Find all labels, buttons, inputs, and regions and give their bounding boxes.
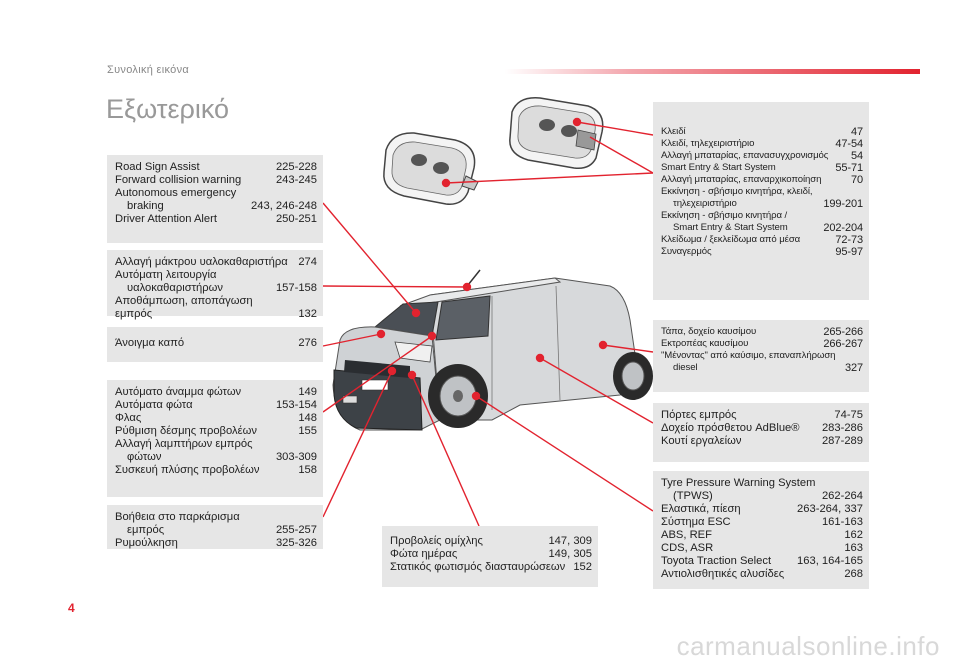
topic-label [661, 126, 845, 138]
reference-row [390, 548, 592, 561]
box-driving-assist [107, 155, 323, 243]
page-reference[interactable]: 263-264, 337 [797, 503, 863, 515]
topic-continuation: εμπρός [127, 524, 165, 536]
page-reference[interactable]: 155 [298, 425, 317, 437]
reference-row [661, 516, 863, 529]
page-reference[interactable]: 149, 305 [548, 548, 592, 560]
page-reference[interactable]: 47-54 [835, 138, 863, 150]
reference-row [661, 162, 863, 174]
reference-row [115, 386, 317, 399]
topic-text: Βοήθεια στο παρκάρισμα [115, 511, 240, 523]
box-parking-towing [107, 505, 323, 549]
page-reference[interactable]: 287-289 [821, 435, 863, 447]
reference-row [115, 295, 317, 321]
page-reference[interactable]: 262-264 [821, 490, 863, 502]
topic-label [661, 529, 838, 542]
page-reference[interactable]: 225-228 [275, 161, 317, 173]
watermark: carmanualsonline.info [676, 631, 940, 661]
topic-label [115, 256, 292, 269]
reference-row [115, 425, 317, 438]
topic-continuation: braking [127, 200, 164, 212]
topic-continuation: φώτων [127, 451, 162, 463]
topic-text: "Μένοντας" από καύσιμο, επαναπλήρωση [661, 350, 836, 361]
topic-label [661, 435, 816, 448]
page-reference[interactable]: 153-154 [275, 399, 317, 411]
topic-label [661, 210, 817, 234]
page-reference[interactable]: 161-163 [821, 516, 863, 528]
page-reference[interactable]: 74-75 [834, 409, 863, 421]
reference-row [661, 477, 863, 503]
reference-row [661, 150, 863, 162]
topic-text: Κλειδί, τηλεχειριστήριο [661, 138, 755, 149]
topic-label [661, 174, 845, 186]
box-key [653, 102, 869, 300]
page-reference[interactable]: 268 [844, 568, 863, 580]
topic-label [115, 269, 270, 295]
topic-label [661, 422, 816, 435]
topic-label [661, 150, 845, 162]
page-title: Εξωτερικό [106, 94, 230, 124]
page-reference[interactable]: 250-251 [275, 213, 317, 225]
section-label: Συνολική εικόνα [107, 64, 190, 76]
topic-label [661, 503, 791, 516]
topic-continuation: diesel [673, 362, 698, 373]
reference-row [661, 174, 863, 186]
topic-text: Ρύθμιση δέσμης προβολέων [115, 425, 257, 437]
reference-row [115, 464, 317, 477]
topic-label [390, 535, 542, 548]
page-reference[interactable]: 243, 246-248 [251, 200, 317, 212]
topic-label [115, 399, 270, 412]
page-reference[interactable]: 325-326 [275, 537, 317, 549]
reference-row [115, 399, 317, 412]
page-reference[interactable]: 327 [844, 362, 863, 374]
topic-label [115, 412, 292, 425]
topic-text: Φώτα ημέρας [390, 548, 458, 560]
topic-text: Αλλαγή μπαταρίας, επανασυγχρονισμός [661, 150, 829, 161]
page-reference[interactable]: 202-204 [823, 222, 863, 234]
smart-key-icon [510, 98, 603, 169]
topic-label [115, 511, 270, 537]
reference-row [661, 126, 863, 138]
topic-label [661, 246, 829, 258]
reference-row [115, 337, 317, 350]
topic-text: Αυτόματη λειτουργία [115, 269, 217, 281]
reference-row [115, 213, 317, 226]
reference-row [115, 511, 317, 537]
topic-text: Ρυμούλκηση [115, 537, 178, 549]
topic-text: Αλλαγή μάκτρου υαλοκαθαριστήρα [115, 256, 288, 268]
reference-row [115, 269, 317, 295]
page-reference[interactable]: 70 [850, 174, 863, 186]
topic-text: Ελαστικά, πίεση [661, 503, 741, 515]
topic-text: Σύστημα ESC [661, 516, 731, 528]
page-reference[interactable]: 163, 164-165 [797, 555, 863, 567]
topic-text: Αυτόματο άναμμα φώτων [115, 386, 242, 398]
topic-label [115, 425, 292, 438]
topic-text: Δοχείο πρόσθετου AdBlue® [661, 422, 800, 434]
reference-row [115, 256, 317, 269]
reference-row [115, 412, 317, 425]
topic-text: Autonomous emergency [115, 187, 237, 199]
topic-text: Φλας [115, 412, 142, 424]
topic-text: Τάπα, δοχείο καυσίμου [661, 326, 757, 337]
topic-text: Κουτί εργαλείων [661, 435, 742, 447]
topic-text: Αλλαγή λαμπτήρων εμπρός [115, 438, 253, 450]
reference-row [661, 350, 863, 374]
topic-label [115, 386, 292, 399]
page-reference[interactable]: 199-201 [823, 198, 863, 210]
topic-label [115, 213, 270, 226]
reference-row [115, 174, 317, 187]
reference-row [661, 186, 863, 210]
reference-row [661, 246, 863, 258]
topic-label [661, 516, 816, 529]
topic-text: Forward collision warning [115, 174, 242, 186]
topic-label [115, 438, 270, 464]
topic-text: Συσκευή πλύσης προβολέων [115, 464, 260, 476]
box-bonnet [107, 327, 323, 362]
topic-label [661, 234, 829, 246]
topic-label [661, 186, 817, 210]
topic-continuation: υαλοκαθαριστήρων [127, 282, 223, 294]
page-reference[interactable]: 54 [850, 150, 863, 162]
topic-label [661, 350, 839, 374]
reference-row [661, 542, 863, 555]
topic-text: Εκτροπέας καυσίμου [661, 338, 749, 349]
page-reference[interactable]: 265-266 [823, 326, 863, 338]
topic-label [661, 477, 816, 503]
topic-text: Εκκίνηση - σβήσιμο κινητήρα, κλειδί, [661, 186, 813, 197]
reference-row [661, 529, 863, 542]
page-reference[interactable]: 147, 309 [548, 535, 592, 547]
topic-label [661, 555, 791, 568]
reference-row [661, 503, 863, 516]
page-reference[interactable]: 255-257 [275, 524, 317, 536]
box-lights [107, 380, 323, 497]
box-tyres [653, 471, 869, 589]
reference-row [661, 555, 863, 568]
topic-label [390, 548, 542, 561]
reference-row [661, 422, 863, 435]
topic-text: Αντιολισθητικές αλυσίδες [661, 568, 785, 580]
van-illustration [333, 270, 653, 430]
topic-label [661, 162, 829, 174]
reference-row [661, 435, 863, 448]
topic-label [115, 295, 292, 321]
topic-label [115, 187, 245, 213]
reference-row [115, 537, 317, 550]
reference-row [661, 568, 863, 581]
page-reference[interactable]: 55-71 [835, 162, 863, 174]
topic-label [115, 337, 292, 350]
reference-row [390, 535, 592, 548]
page-reference[interactable]: 276 [298, 337, 317, 349]
topic-text: Αυτόματα φώτα [115, 399, 193, 411]
page-reference[interactable]: 303-309 [275, 451, 317, 463]
reference-row [661, 138, 863, 150]
box-wipers [107, 250, 323, 320]
topic-label [661, 568, 838, 581]
topic-continuation: (TPWS) [673, 490, 713, 502]
box-fog-lights [382, 526, 598, 587]
reference-row [390, 561, 592, 574]
page-reference[interactable]: 148 [298, 412, 317, 424]
reference-row [115, 161, 317, 174]
topic-label [115, 161, 270, 174]
topic-text: Road Sign Assist [115, 161, 200, 173]
topic-text: Προβολείς ομίχλης [390, 535, 483, 547]
topic-continuation: Smart Entry & Start System [673, 222, 788, 233]
page-reference[interactable]: 283-286 [821, 422, 863, 434]
topic-text: Αλλαγή μπαταρίας, επαναρχικοποίηση [661, 174, 822, 185]
page-reference[interactable]: 274 [298, 256, 317, 268]
page-reference[interactable]: 163 [844, 542, 863, 554]
topic-text: Tyre Pressure Warning System [661, 477, 816, 489]
page-reference[interactable]: 162 [844, 529, 863, 541]
reference-row [661, 234, 863, 246]
topic-label [661, 138, 829, 150]
reference-row [661, 338, 863, 350]
topic-label [115, 174, 270, 187]
page-reference[interactable]: 95-97 [835, 246, 863, 258]
topic-text: Driver Attention Alert [115, 213, 217, 225]
page-reference[interactable]: 132 [298, 308, 317, 320]
reference-row [661, 326, 863, 338]
topic-text: ABS, REF [661, 529, 712, 541]
key-fob-icon [384, 133, 478, 204]
topic-text: Toyota Traction Select [661, 555, 772, 567]
topic-text: Πόρτες εμπρός [661, 409, 737, 421]
topic-text: CDS, ASR [661, 542, 714, 554]
topic-label [661, 326, 817, 338]
topic-label [661, 542, 838, 555]
page-reference[interactable]: 149 [298, 386, 317, 398]
topic-text: Άνοιγμα καπό [115, 337, 185, 349]
topic-label [661, 409, 828, 422]
reference-row [115, 187, 317, 213]
topic-label [115, 464, 292, 477]
reference-row [661, 409, 863, 422]
reference-row [115, 438, 317, 464]
topic-continuation: τηλεχειριστήριο [673, 198, 737, 209]
topic-label [390, 561, 567, 574]
page-reference[interactable]: 152 [573, 561, 592, 573]
reference-row [661, 210, 863, 234]
box-doors [653, 403, 869, 462]
page-number: 4 [68, 601, 75, 615]
topic-text: Εκκίνηση - σβήσιμο κινητήρα / [661, 210, 788, 221]
topic-text: Smart Entry & Start System [661, 162, 776, 173]
page-reference[interactable]: 47 [850, 126, 863, 138]
topic-text: Συναγερμός [661, 246, 712, 257]
topic-label [661, 338, 817, 350]
topic-text: Αποθάμπωση, αποπάγωση εμπρός [115, 295, 253, 320]
topic-text: Στατικός φωτισμός διασταυρώσεων [390, 561, 566, 573]
topic-label [115, 537, 270, 550]
page-reference[interactable]: 266-267 [823, 338, 863, 350]
page-reference[interactable]: 72-73 [835, 234, 863, 246]
page-reference[interactable]: 158 [298, 464, 317, 476]
box-fuel [653, 320, 869, 392]
page-reference[interactable]: 243-245 [275, 174, 317, 186]
topic-text: Κλειδί [661, 126, 686, 137]
page-reference[interactable]: 157-158 [275, 282, 317, 294]
topic-text: Κλείδωμα / ξεκλείδωμα από μέσα [661, 234, 801, 245]
